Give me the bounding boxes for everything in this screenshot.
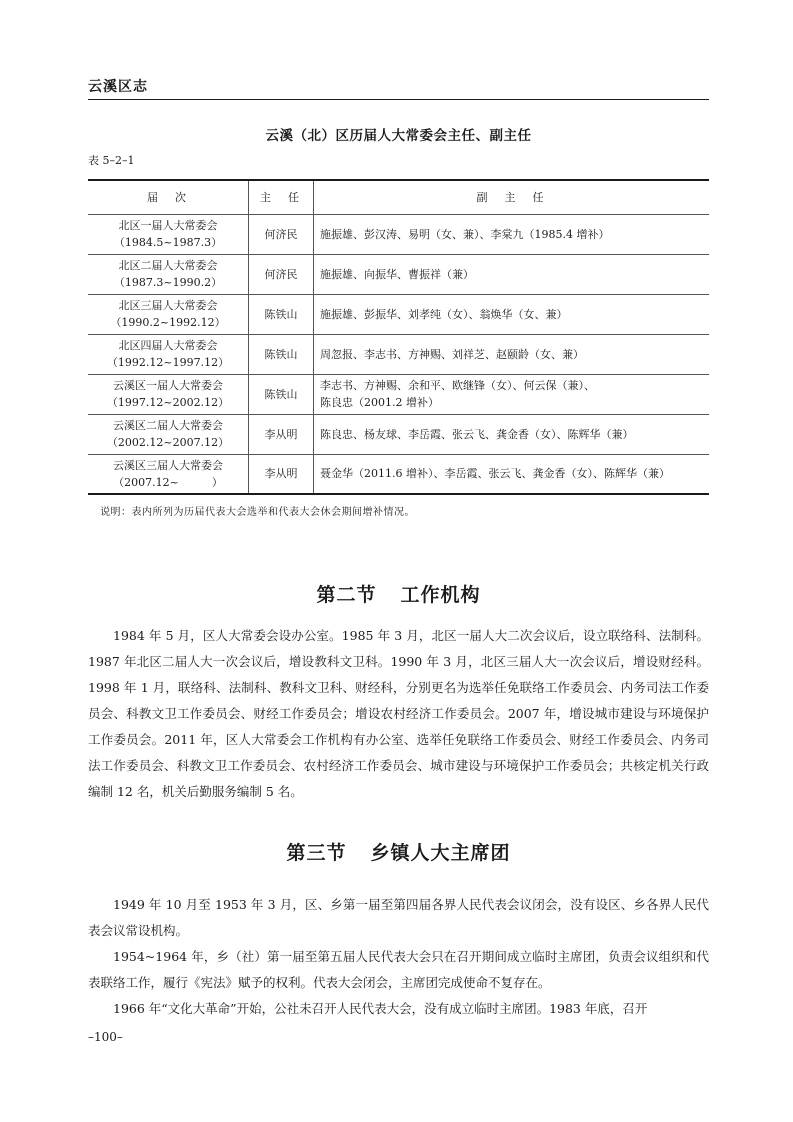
term-cell	[88, 214, 249, 254]
deputies-cell: 施振雄、向振华、曹振祥（兼）	[314, 254, 710, 294]
term-cell	[88, 374, 249, 414]
term-name: 北区一届人大常委会	[118, 219, 218, 232]
term-cell	[88, 294, 249, 334]
table-row	[88, 454, 709, 494]
deputies-cell: 周忽报、李志书、方神赐、刘祥芝、赵颐龄（女、兼）	[314, 334, 710, 374]
term-period: （2007.12~ ）	[113, 475, 223, 489]
section-3-body	[88, 892, 709, 1022]
term-period: （1992.12~1997.12）	[106, 356, 230, 369]
section-number: 第二节	[316, 584, 377, 606]
section-heading-2	[88, 580, 709, 607]
header-director: 主 任	[249, 180, 314, 214]
paragraph: 1949 年 10 月至 1953 年 3 月，区、乡第一届至第四届各界人民代表会议闭会，没有设区、乡各界人民代表会议常设机构。	[88, 897, 709, 938]
header-term: 届 次	[88, 180, 249, 214]
table-row	[88, 414, 709, 454]
term-period: （2002.12~2007.12）	[106, 436, 230, 449]
director-cell: 何济民	[249, 214, 314, 254]
table-number: 表 5–2–1	[88, 154, 135, 167]
deputies-cell	[314, 374, 710, 414]
director-cell: 陈铁山	[249, 334, 314, 374]
director-cell: 李从明	[249, 454, 314, 494]
table-row	[88, 294, 709, 334]
director-cell: 陈铁山	[249, 294, 314, 334]
running-head: 云溪区志	[88, 79, 148, 95]
page-number: –100–	[88, 1030, 123, 1044]
header-rule	[88, 99, 709, 100]
director-cell: 李从明	[249, 414, 314, 454]
term-cell	[88, 334, 249, 374]
paragraph: 1954~1964 年，乡（社）第一届至第五届人民代表大会只在召开期间成立临时主席团，负责会议组织和代表联络工作，履行《宪法》赋予的权利。代表大会闭会，主席团完成使命不复存在。	[88, 949, 709, 990]
term-name: 北区三届人大常委会	[118, 299, 218, 312]
term-name: 云溪区二届人大常委会	[113, 419, 223, 432]
director-cell: 陈铁山	[249, 374, 314, 414]
section-heading-3	[88, 838, 709, 865]
deputies-cell: 陈良忠、杨友球、李岳霞、张云飞、龚金香（女）、陈辉华（兼）	[314, 414, 710, 454]
section-number: 第三节	[286, 842, 347, 864]
paragraph: 1966 年“文化大革命”开始，公社未召开人民代表大会，没有成立临时主席团。1983 年底，召开	[113, 1001, 648, 1016]
table-header-row	[88, 180, 709, 214]
table-title: 云溪（北）区历届人大常委会主任、副主任	[265, 128, 532, 144]
table-note: 说明：表内所列为历届代表大会选举和代表大会休会期间增补情况。	[100, 507, 415, 518]
section-title: 乡镇人大主席团	[370, 842, 511, 864]
term-period: （1987.3~1990.2）	[113, 276, 223, 289]
term-name: 云溪区三届人大常委会	[113, 458, 223, 472]
table-row	[88, 214, 709, 254]
header-deputies: 副 主 任	[314, 180, 710, 214]
paragraph: 1984 年 5 月，区人大常委会设办公室。1985 年 3 月，北区一届人大二次会议后，设立联络科、法制科。1987 年北区二届人大一次会议后，增设教科文卫科。1990 年 3 月，北区三届人大一次会议后，增设财经科。1998 年 1 月，联络科、法制科、教科文卫科、财经科，分别更名为选举任免联络工作委员会、内务司法工作委员会、科教文卫工作委员会、财经工作委员会；增设农村经济工作委员会。2007 年，增设城市建设与环境保护工作委员会。2011 年，区人大常委会工作机构有办公室、选举任免联络工作委员会、财经工作委员会、内务司法工作委员会、科教文卫工作委员会、农村经济工作委员会、城市建设与环境保护工作委员会；共核定机关行政编制 12 名，机关后勤服务编制 5 名。	[88, 628, 709, 799]
term-period: （1990.2~1992.12）	[110, 316, 226, 329]
deputies-cell: 施振雄、彭汉涛、易明（女、兼）、李棠九（1985.4 增补）	[314, 214, 710, 254]
term-cell	[88, 414, 249, 454]
deputies-cell: 施振雄、彭振华、刘孝纯（女）、翁焕华（女、兼）	[314, 294, 710, 334]
director-cell: 何济民	[249, 254, 314, 294]
term-name: 云溪区一届人大常委会	[113, 379, 223, 392]
deputies-line: 李志书、方神赐、余和平、欧继锋（女）、何云保（兼）、	[320, 379, 595, 392]
section-2-body	[88, 623, 709, 805]
term-period: （1997.12~2002.12）	[106, 396, 230, 409]
table-row	[88, 374, 709, 414]
term-cell	[88, 454, 249, 494]
section-title: 工作机构	[400, 584, 481, 606]
table-row	[88, 254, 709, 294]
deputies-cell: 聂金华（2011.6 增补）、李岳霞、张云飞、龚金香（女）、陈辉华（兼）	[314, 454, 710, 494]
term-name: 北区二届人大常委会	[118, 259, 218, 272]
officers-table	[88, 179, 709, 495]
term-period: （1984.5~1987.3）	[113, 236, 223, 249]
term-cell	[88, 254, 249, 294]
term-name: 北区四届人大常委会	[118, 339, 218, 352]
deputies-line: 陈良忠（2001.2 增补）	[320, 396, 439, 409]
table-row	[88, 334, 709, 374]
